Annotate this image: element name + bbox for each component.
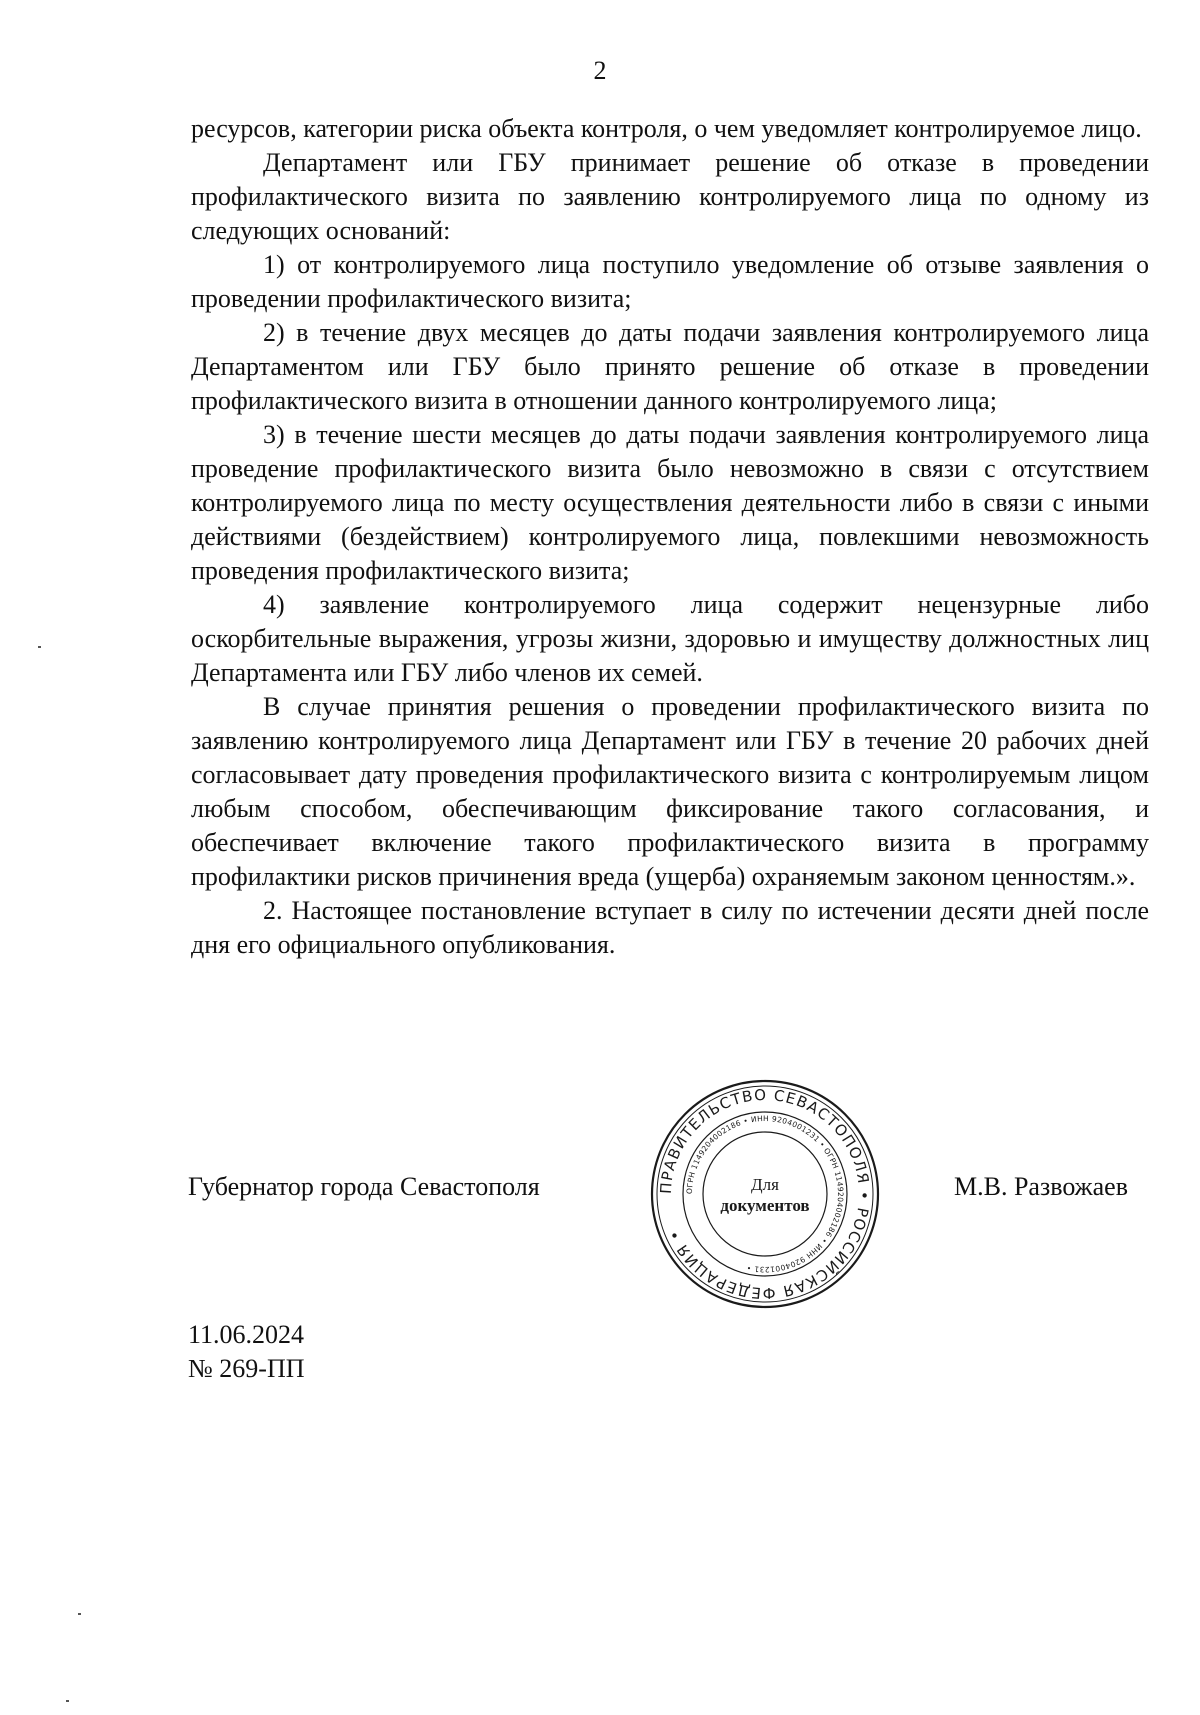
page-number: 2 bbox=[593, 56, 607, 85]
document-meta bbox=[188, 1318, 305, 1386]
document-body bbox=[191, 112, 1149, 962]
list-item-3: 3) в течение шести месяцев до даты подачи заявления контролируемого лица проведение профилактического визита было невозможно в связи с отсутствием контролируемого лица по месту осуществления деятельности либо в связи с иными действиями (бездействием) контролируемого лица, повлекшими невозможность проведения профилактического визита; bbox=[191, 420, 1149, 585]
seal-center-line2: документов bbox=[720, 1196, 810, 1215]
scan-speck bbox=[66, 1700, 69, 1702]
scan-speck bbox=[78, 1613, 81, 1615]
document-number: № 269-ПП bbox=[188, 1354, 305, 1383]
svg-text:ОГРН 1149204002186 • ИНН 92040 bbox=[685, 1114, 845, 1274]
list-item-2: 2) в течение двух месяцев до даты подачи заявления контролируемого лица Департаментом или ГБУ было принято решение об отказе в проведении профилактического визита в отношении данного контролируемого лица; bbox=[191, 318, 1149, 415]
official-seal-graphic bbox=[648, 1077, 882, 1311]
paragraph-visit-agreement: В случае принятия решения о проведении профилактического визита по заявлению контролируемого лица Департамент или ГБУ в течение 20 рабочих дней согласовывает дату проведения профилактического визита с контролируемым лицом любым способом, обеспечивающим фиксирование такого согласования, и обеспечивает включение такого профилактического визита в программу профилактики рисков причинения вреда (ущерба) охраняемым законом ценностям.». bbox=[191, 692, 1149, 891]
list-item-1: 1) от контролируемого лица поступило уведомление об отзыве заявления о проведении профилактического визита; bbox=[191, 250, 1149, 313]
official-seal bbox=[648, 1077, 882, 1311]
signer-title: Губернатор города Севастополя bbox=[188, 1172, 540, 1201]
paragraph-entry-into-force: 2. Настоящее постановление вступает в силу по истечении десяти дней после дня его официального опубликования. bbox=[191, 896, 1149, 959]
seal-outer-text: ПРАВИТЕЛЬСТВО СЕВАСТОПОЛЯ • РОССИЙСКАЯ ФЕДЕРАЦИЯ • bbox=[656, 1085, 874, 1303]
seal-center-line1: Для bbox=[751, 1175, 779, 1194]
document-date: 11.06.2024 bbox=[188, 1320, 305, 1349]
paragraph-continuation: ресурсов, категории риска объекта контроля, о чем уведомляет контролируемое лицо. bbox=[191, 114, 1142, 143]
signer-name: М.В. Развожаев bbox=[953, 1172, 1128, 1201]
seal-inner-text: ОГРН 1149204002186 • ИНН 9204001231 • ОГРН 1149204002186 • ИНН 9204001231 • bbox=[684, 1113, 846, 1275]
scan-speck bbox=[38, 646, 41, 648]
list-item-4: 4) заявление контролируемого лица содержит нецензурные либо оскорбительные выражения, угрозы жизни, здоровью и имуществу должностных лиц Департамента или ГБУ либо членов их семей. bbox=[191, 590, 1149, 687]
paragraph-refusal-grounds: Департамент или ГБУ принимает решение об отказе в проведении профилактического визита по заявлению контролируемого лица по одному из следующих оснований: bbox=[191, 148, 1149, 245]
